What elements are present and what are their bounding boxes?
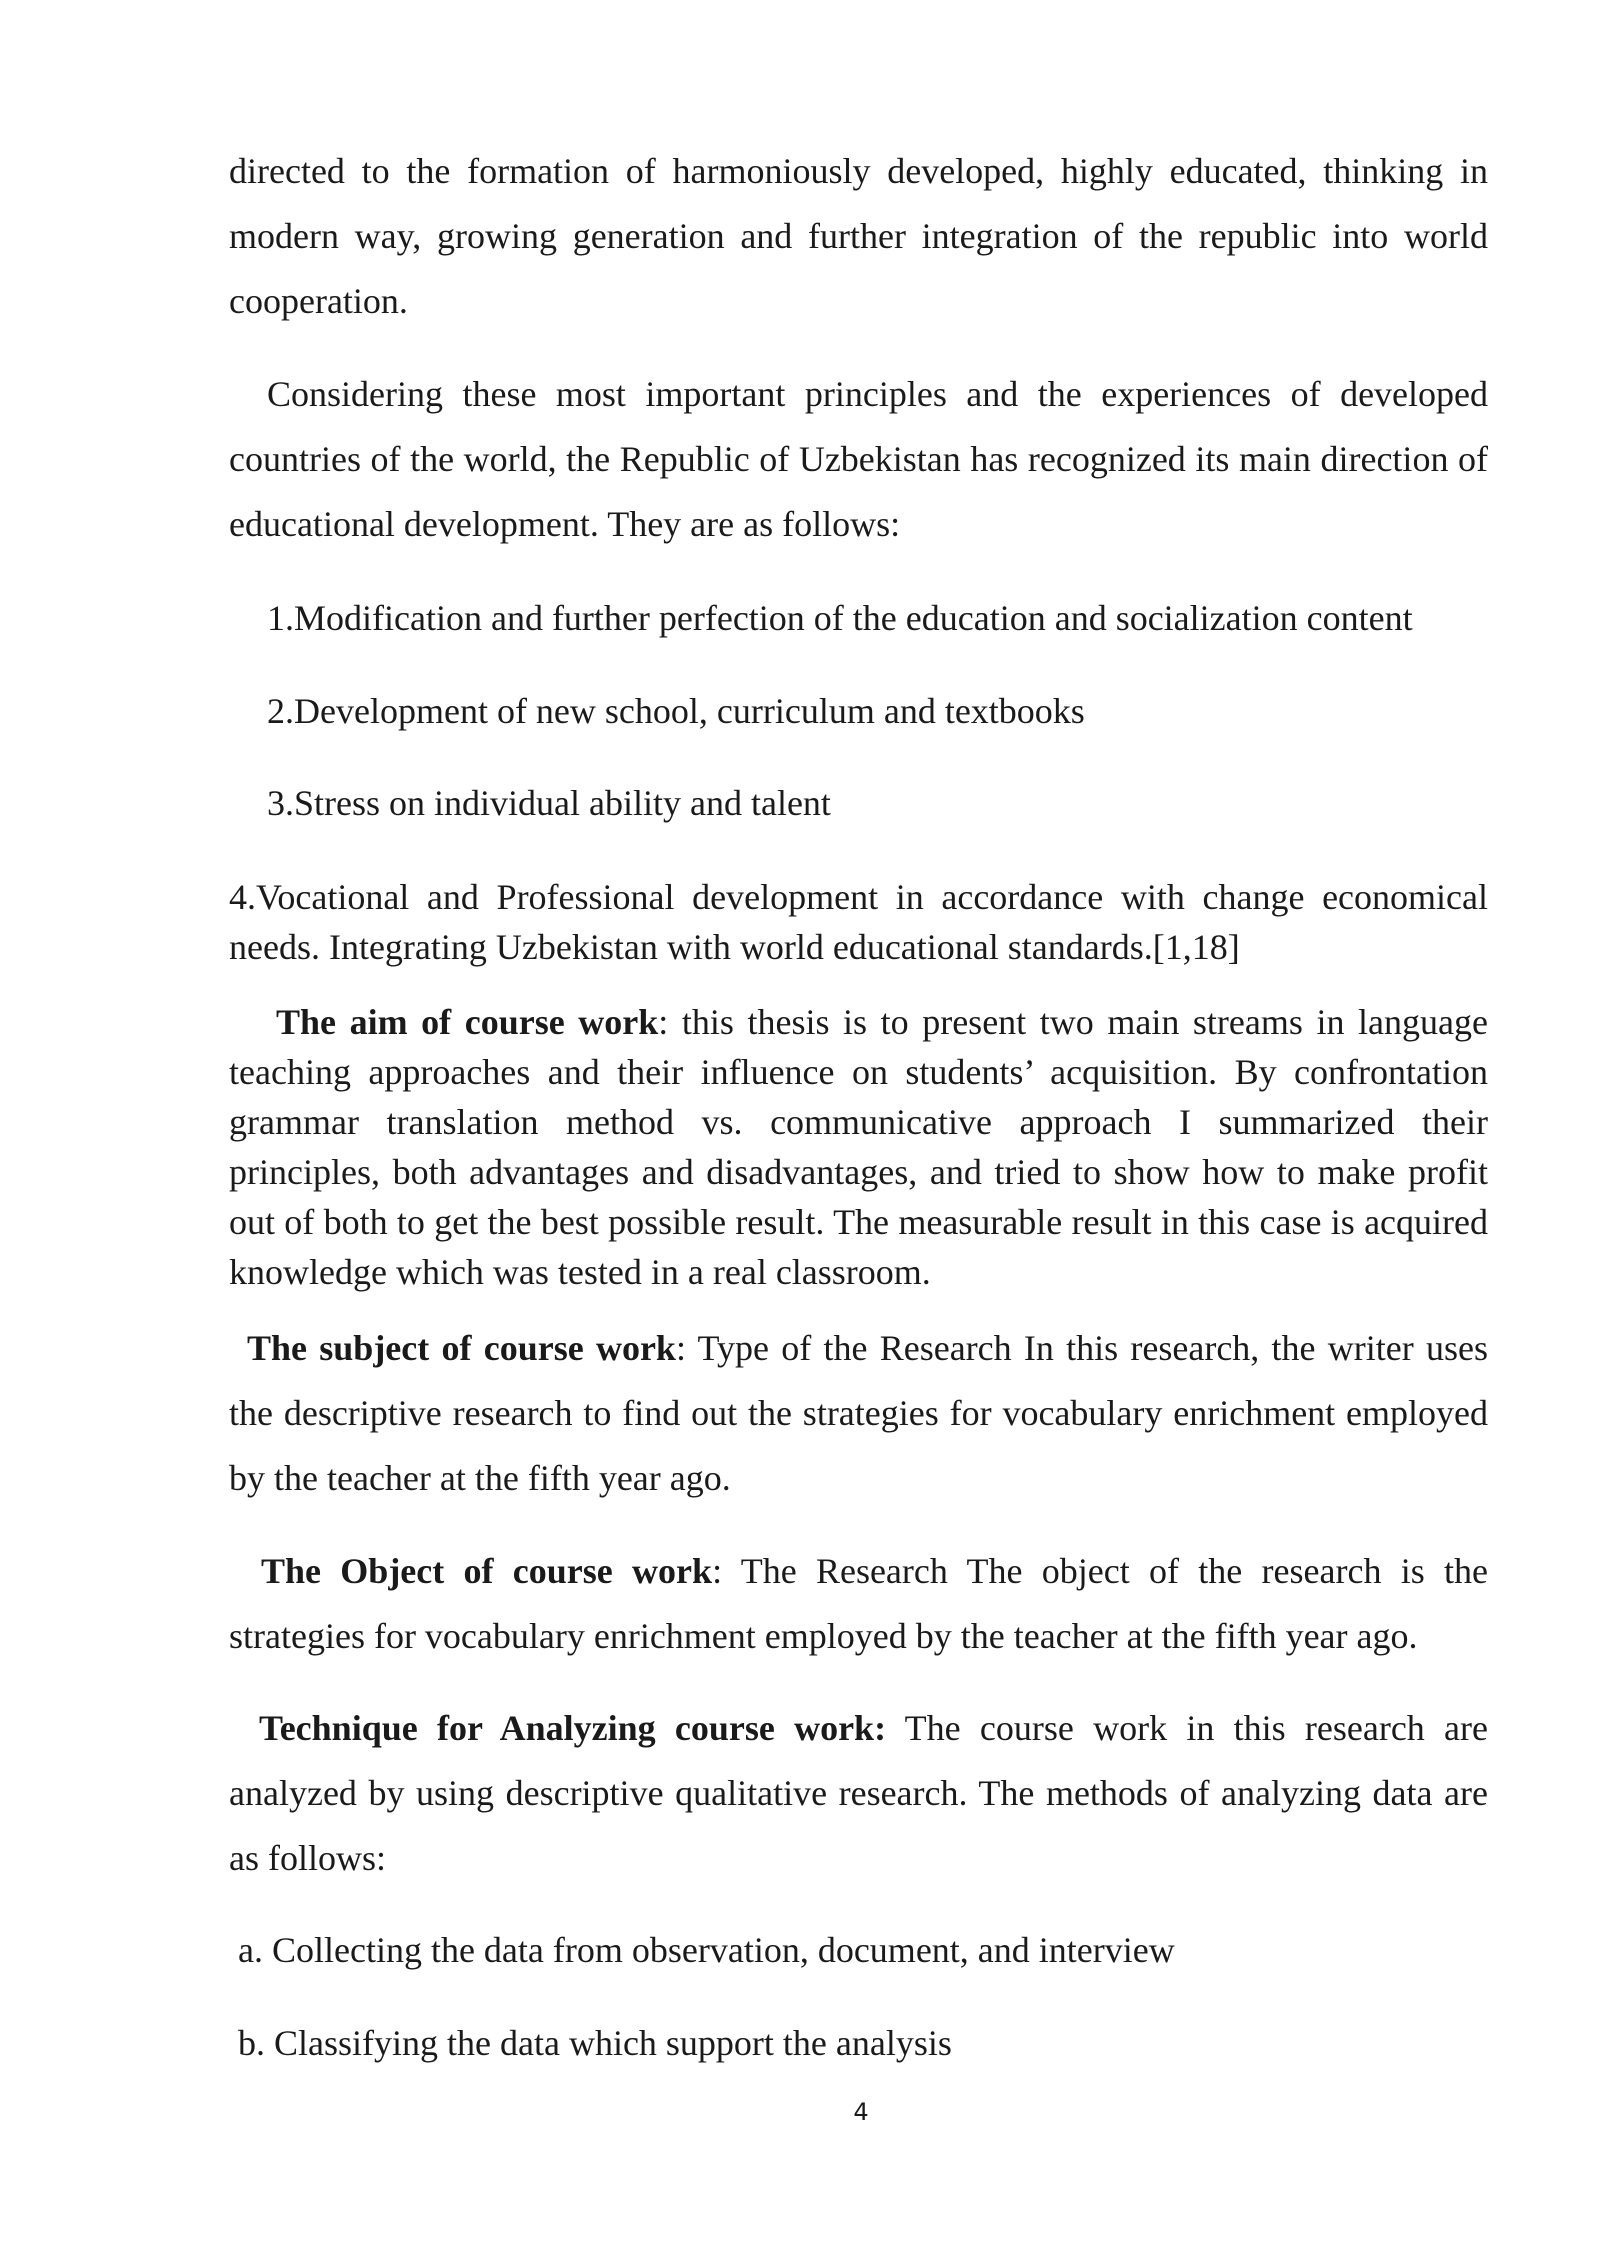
list-item-1: 1.Modification and further perfection of the education and socialization content (267, 598, 1413, 638)
technique-text: The course work in this research are analyzed by using descriptive qualitative research. The methods of analyzing data are as follows: (229, 1708, 1488, 1878)
paragraph-considering: Considering these most important principles and the experiences of developed countries of the world, the Republic of Uzbekistan has recognized its main direction of educational development. They are as follows: (229, 374, 1488, 544)
list-item-a: a. Collecting the data from observation, document, and interview (238, 1930, 1175, 1970)
paragraph-technique (229, 1696, 1488, 1891)
paragraph-intro-continuation: directed to the formation of harmoniously developed, highly educated, thinking in modern way, growing generation and further integration of the republic into world cooperation. (229, 151, 1488, 321)
aim-text: : this thesis is to present two main streams in language teaching approaches and their influence on students’ acquisition. By confrontation grammar translation method vs. communicative approach I summarized their principles, both advantages and disadvantages, and tried to show how to make profit out of both to get the best possible result. The measurable result in this case is acquired knowledge which was tested in a real classroom. (229, 1002, 1488, 1292)
paragraph-object (229, 1539, 1488, 1669)
page-number: 4 (853, 2098, 869, 2126)
object-heading: The Object of course work (261, 1551, 713, 1591)
subject-text: : Type of the Research In this research, the writer uses the descriptive research to find out the strategies for vocabulary enrichment employed by the teacher at the fifth year ago. (229, 1328, 1488, 1498)
list-item-4: 4.Vocational and Professional development in accordance with change economical needs. Integrating Uzbekistan with world educational standards.[1,18] (229, 877, 1488, 967)
technique-heading: Technique for Analyzing course work: (259, 1708, 887, 1748)
list-item-3: 3.Stress on individual ability and talent (267, 783, 831, 823)
aim-heading: The aim of course work (276, 1002, 659, 1042)
subject-heading: The subject of course work (247, 1328, 676, 1368)
paragraph-aim (229, 997, 1488, 1297)
list-item-2: 2.Development of new school, curriculum and textbooks (267, 691, 1085, 731)
list-item-b: b. Classifying the data which support the analysis (238, 2023, 952, 2063)
object-text: : The Research The object of the research is the strategies for vocabulary enrichment employed by the teacher at the fifth year ago. (229, 1551, 1489, 1656)
paragraph-subject (229, 1316, 1488, 1511)
